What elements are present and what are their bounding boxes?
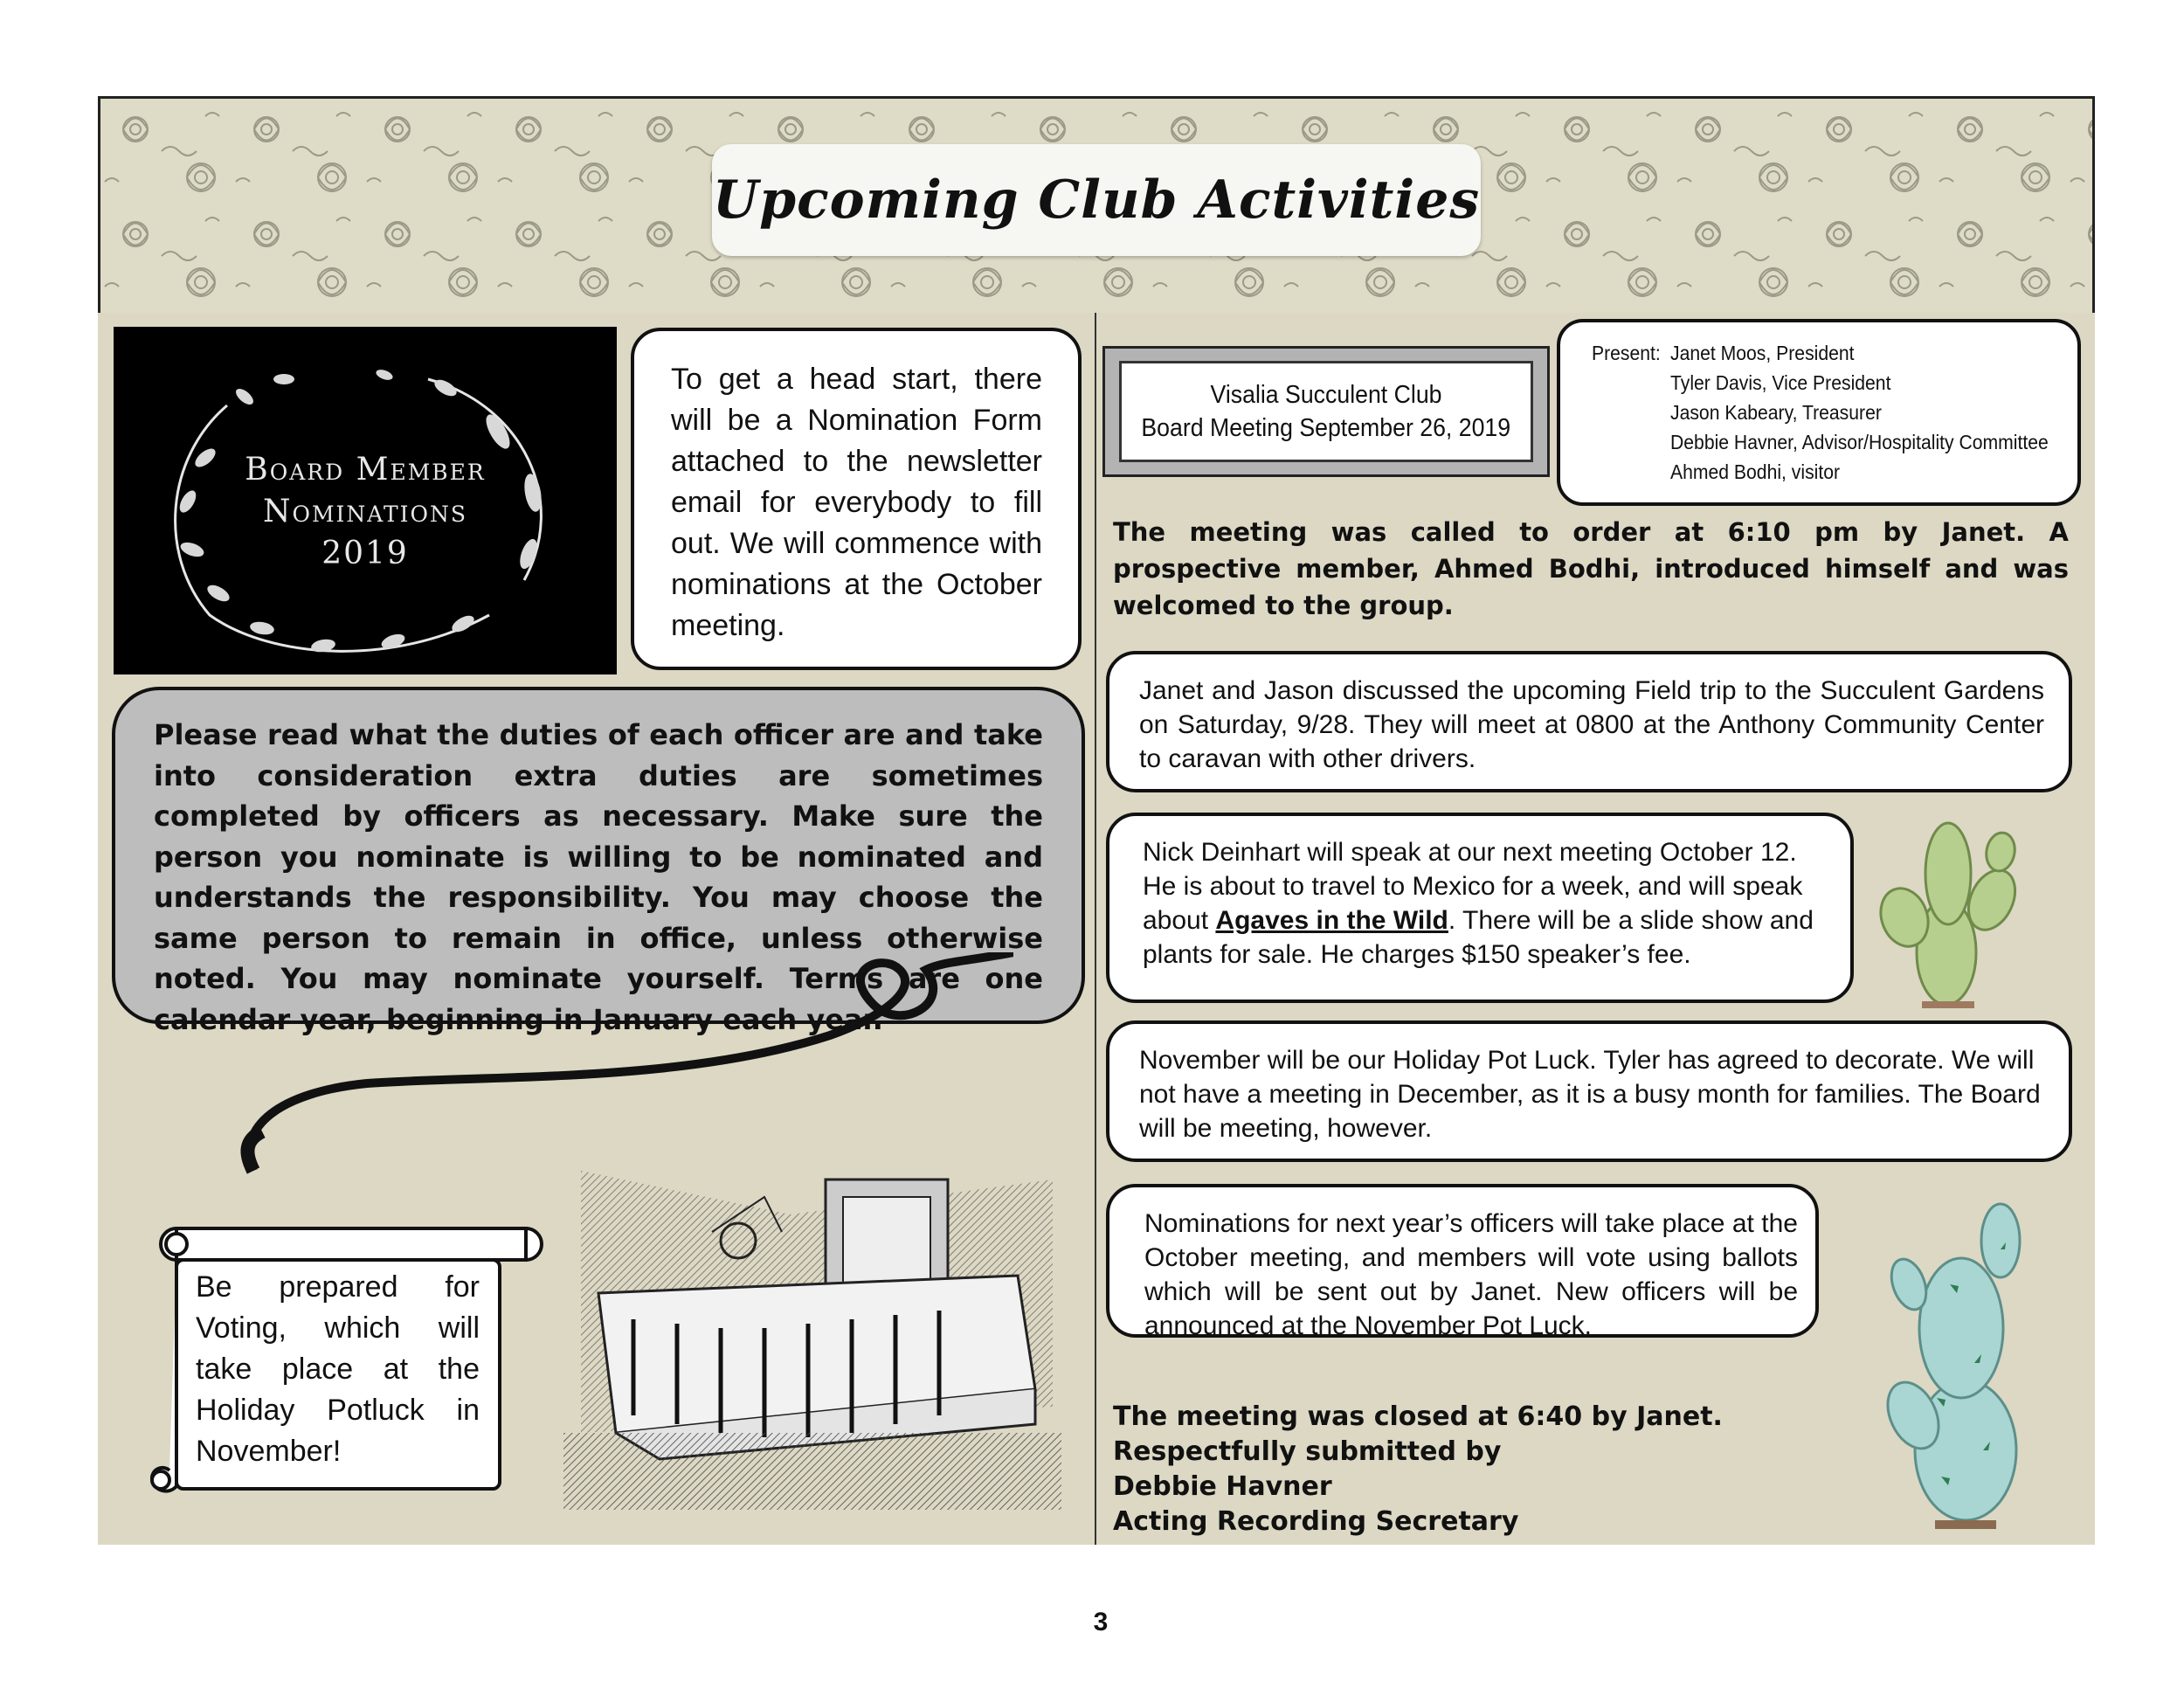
speaker-bubble bbox=[1106, 813, 1854, 1003]
meeting-title-frame bbox=[1102, 346, 1550, 477]
call-to-order-text: The meeting was called to order at 6:10 pm by Janet. A prospective member, Ahmed Bodhi, introduced himself and was welcomed to the group. bbox=[1113, 517, 2069, 620]
speaker-topic: Agaves in the Wild bbox=[1215, 906, 1448, 935]
speaker-text-end: . There will be a slide show and plants for sale. He charges $150 speaker’s fee. bbox=[1143, 906, 1814, 969]
attendee: Janet Moos, President bbox=[1670, 342, 1855, 364]
closing-line: Respectfully submitted by bbox=[1113, 1436, 1502, 1467]
dining-room-engraving bbox=[563, 1145, 1061, 1510]
attendee: Debbie Havner, Advisor/Hospitality Committee bbox=[1670, 431, 2049, 453]
meeting-date: Board Meeting September 26, 2019 bbox=[1141, 414, 1511, 442]
page-title: Upcoming Club Activities bbox=[712, 169, 1481, 231]
voting-text: Be prepared for Voting, which will take place at the Holiday Potluck in November! bbox=[196, 1270, 480, 1468]
nominations-bubble bbox=[1106, 1184, 1819, 1338]
caption-line: Nominations bbox=[262, 494, 468, 529]
potluck-text: November will be our Holiday Pot Luck. Tyler has agreed to decorate. We will not have a meeting in December, as it is a busy month for families. The Board will be meeting, however. bbox=[1139, 1046, 2041, 1143]
attendees-bubble bbox=[1557, 319, 2081, 506]
closing-line: The meeting was closed at 6:40 by Janet. bbox=[1113, 1401, 1723, 1432]
secretary-name: Debbie Havner bbox=[1113, 1471, 1332, 1502]
officer-duties-text: Please read what the duties of each officer are and take into consideration extra duties are sometimes completed by officers as necessary. Make sure the person you nominate is willing to be nominated and understands the responsibility. You may choose the same person to remain in office, unless otherwise noted. You may nominate yourself. Terms are one calendar year, beginning in January each year. bbox=[154, 718, 1043, 1036]
header-banner bbox=[98, 96, 2095, 316]
nominations-wreath-image bbox=[114, 327, 617, 675]
meeting-club-name: Visalia Succulent Club bbox=[1210, 381, 1442, 409]
meeting-title-inner bbox=[1119, 361, 1533, 462]
banner-title-box bbox=[712, 144, 1481, 256]
attendee: Ahmed Bodhi, visitor bbox=[1670, 460, 1841, 483]
caption-line: Board Member bbox=[245, 452, 486, 488]
attendee: Tyler Davis, Vice President bbox=[1670, 371, 1891, 394]
closing-block bbox=[1113, 1400, 1777, 1539]
nominations-image-caption bbox=[114, 449, 617, 575]
nominations-text: Nominations for next year’s officers will take place at the October meeting, and members will vote using ballots which will be sent out by Janet. New officers will be announced at the November Pot Luck. bbox=[1144, 1209, 1798, 1340]
blue-cactus-icon bbox=[1861, 1188, 2044, 1538]
potluck-bubble bbox=[1106, 1020, 2072, 1162]
page-number: 3 bbox=[1093, 1608, 1109, 1636]
voting-scroll bbox=[142, 1220, 543, 1499]
column-divider bbox=[1095, 313, 1096, 1545]
headstart-text: To get a head start, there will be a Nomination Form attached to the newsletter email for everybody to fill out. We will commence with nominations at the October meeting. bbox=[671, 363, 1042, 642]
secretary-title: Acting Recording Secretary bbox=[1113, 1506, 1519, 1537]
attendee: Jason Kabeary, Treasurer bbox=[1670, 401, 1882, 424]
field-trip-text: Janet and Jason discussed the upcoming Field trip to the Succulent Gardens on Saturday, 9/28. They will meet at 0800 at the Anthony Community Center to caravan with other drivers. bbox=[1139, 676, 2044, 773]
field-trip-bubble bbox=[1106, 651, 2072, 792]
speaker-text bbox=[1143, 835, 1833, 972]
prickly-pear-cactus-icon bbox=[1870, 804, 2027, 1013]
speaker-text-start: Nick Deinhart will speak at our next meeting October 12. He is about to travel to Mexico for a week, and will speak about bbox=[1143, 838, 1803, 935]
caption-line: 2019 bbox=[321, 536, 409, 571]
present-label: Present: bbox=[1592, 342, 1661, 364]
headstart-bubble bbox=[631, 328, 1082, 670]
